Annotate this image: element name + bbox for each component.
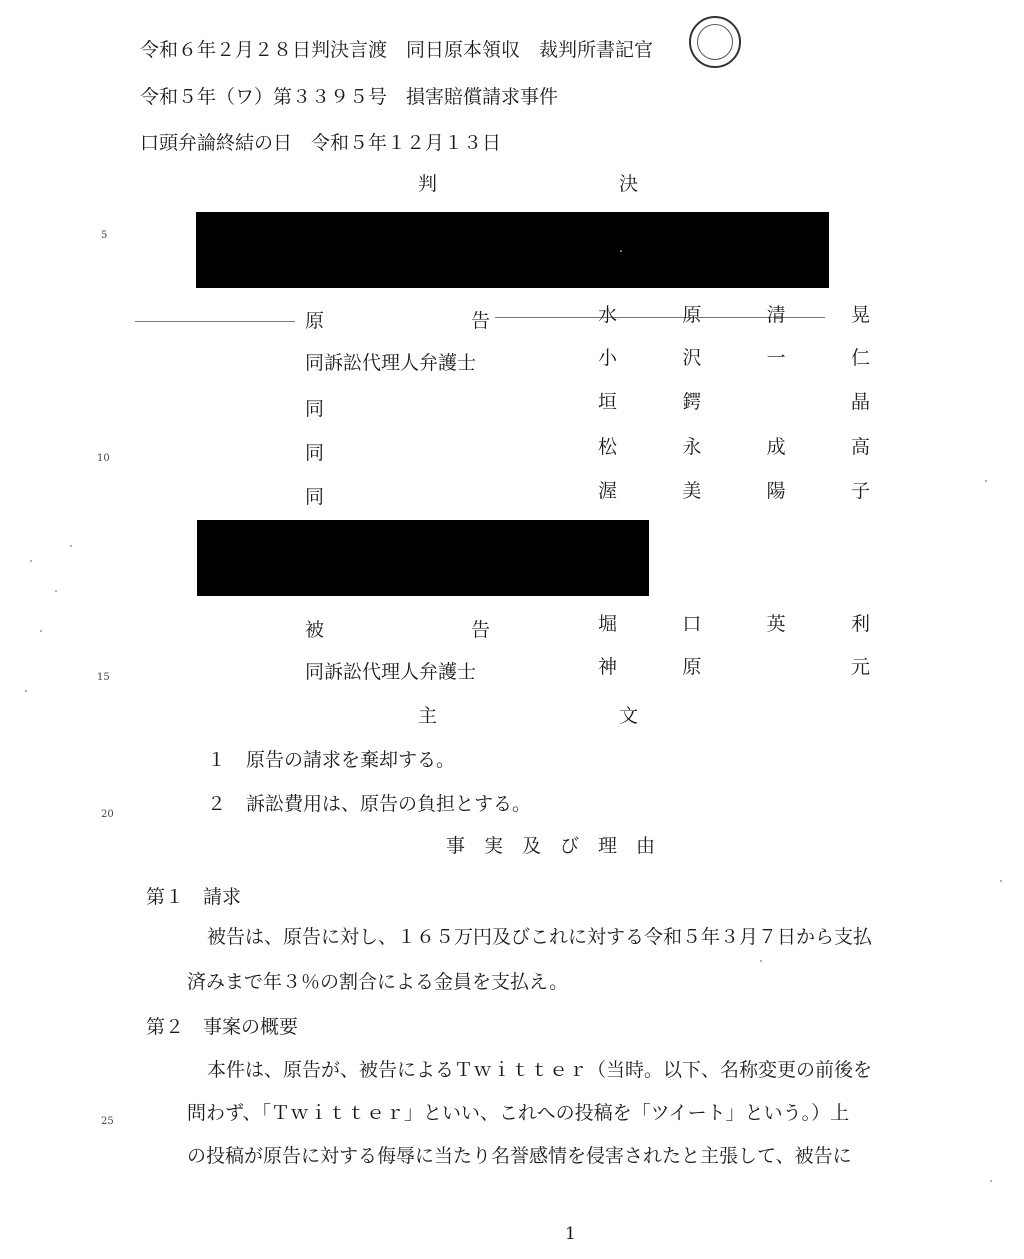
scan-speck bbox=[985, 480, 987, 482]
document-title bbox=[418, 172, 638, 196]
main-item-1-text: 原告の請求を棄却する。 bbox=[246, 749, 456, 771]
section-1-heading: 第１ 請求 bbox=[146, 886, 242, 908]
scan-speck bbox=[30, 560, 32, 562]
scan-speck bbox=[40, 630, 42, 632]
reasons-heading: 事 実 及 び 理 由 bbox=[446, 835, 656, 857]
party-name-plaintiff: 水 原 清 晃 bbox=[598, 304, 870, 326]
section-2-body-line-3: の投稿が原告に対する侮辱に当たり名誉感情を侵害されたと主張して、被告に bbox=[187, 1145, 852, 1167]
party-role-counsel-4: 同 bbox=[305, 486, 325, 508]
party-name-defendant-counsel: 神 原 元 bbox=[598, 656, 870, 678]
section-2-body-line-2: 問わず、「Ｔｗｉｔｔｅｒ」といい、これへの投稿を「ツイート」という。）上 bbox=[187, 1102, 850, 1124]
party-role-counsel-1: 同訴訟代理人弁護士 bbox=[305, 352, 477, 374]
section-2-body-line-1: 本件は、原告が、被告によるＴｗｉｔｔｅｒ（当時。以下、名称変更の前後を bbox=[207, 1059, 873, 1081]
header-line-3: 口頭弁論終結の日 令和５年１２月１３日 bbox=[140, 132, 502, 154]
party-role-defendant: 被 告 bbox=[305, 619, 490, 641]
party-role-plaintiff: 原 告 bbox=[305, 310, 490, 332]
scan-line bbox=[135, 321, 295, 322]
section-2-heading: 第２ 事案の概要 bbox=[146, 1016, 299, 1038]
header-line-2: 令和５年（ワ）第３３９５号 損害賠償請求事件 bbox=[140, 86, 559, 108]
scan-speck bbox=[70, 545, 72, 547]
party-name-counsel-1: 小 沢 一 仁 bbox=[598, 347, 870, 369]
main-item-2-text: 訴訟費用は、原告の負担とする。 bbox=[246, 793, 532, 815]
line-number-15: 15 bbox=[97, 672, 110, 683]
party-name-counsel-2: 垣 鍔 晶 bbox=[598, 391, 870, 413]
scan-speck bbox=[25, 690, 27, 692]
party-name-defendant: 堀 口 英 利 bbox=[598, 613, 870, 635]
main-text-heading: 主 文 bbox=[418, 705, 638, 727]
section-1-body-line-1: 被告は、原告に対し、１６５万円及びこれに対する令和５年３月７日から支払 bbox=[207, 926, 873, 948]
line-number-5: 5 bbox=[101, 230, 108, 241]
line-number-20: 20 bbox=[101, 809, 114, 820]
redaction-block-plaintiff-address bbox=[196, 212, 829, 288]
scan-speck bbox=[620, 250, 622, 252]
scan-speck bbox=[760, 960, 762, 962]
section-1-body-line-2: 済みまで年３％の割合による金員を支払え。 bbox=[187, 971, 569, 993]
party-name-counsel-4: 渥 美 陽 子 bbox=[598, 480, 870, 502]
redaction-block-defendant-address bbox=[197, 520, 649, 596]
header-line-1: 令和６年２月２８日判決言渡 同日原本領収 裁判所書記官 bbox=[140, 39, 654, 61]
party-role-defendant-counsel: 同訴訟代理人弁護士 bbox=[305, 661, 477, 683]
line-number-25: 25 bbox=[101, 1116, 114, 1127]
scan-speck bbox=[1000, 880, 1002, 882]
page-number: 1 bbox=[565, 1224, 576, 1244]
main-item-2-number: ２ bbox=[207, 793, 227, 815]
party-role-counsel-3: 同 bbox=[305, 442, 325, 464]
title-char-1: 判 bbox=[418, 173, 438, 195]
main-item-1-number: １ bbox=[207, 749, 227, 771]
seal-stamp bbox=[689, 16, 741, 68]
party-role-counsel-2: 同 bbox=[305, 398, 325, 420]
scan-speck bbox=[990, 1180, 992, 1182]
title-char-2: 決 bbox=[618, 173, 638, 195]
line-number-10: 10 bbox=[97, 453, 110, 464]
scan-speck bbox=[55, 590, 57, 592]
party-name-counsel-3: 松 永 成 高 bbox=[598, 436, 870, 458]
